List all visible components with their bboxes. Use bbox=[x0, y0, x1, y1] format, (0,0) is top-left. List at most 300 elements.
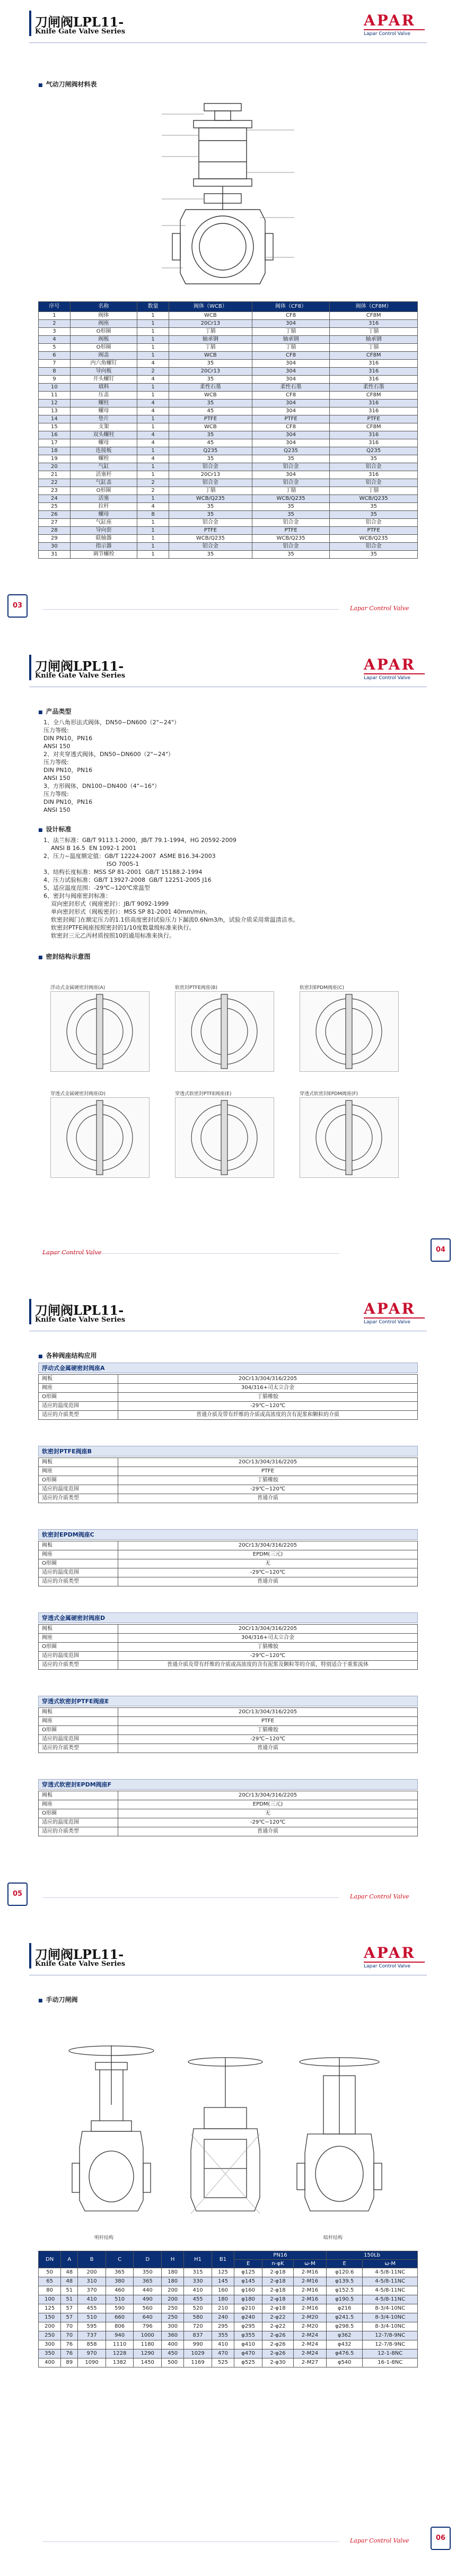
table-cell: 11 bbox=[39, 392, 71, 400]
table-cell: 2-φ26 bbox=[262, 2331, 294, 2340]
section-view-drawing bbox=[180, 2054, 270, 2219]
application-table-title: 软密封PTFE阀座B bbox=[38, 1446, 418, 1456]
design-line: 软密封三元乙丙材质按照10的通用标准来执行。 bbox=[43, 932, 175, 939]
table-cell: 1 bbox=[137, 344, 169, 352]
table-cell: PTFE bbox=[169, 527, 252, 535]
table-cell: φ139.5 bbox=[326, 2277, 362, 2286]
page-number: 05 bbox=[7, 1883, 28, 1906]
table-cell: 200 bbox=[161, 2286, 183, 2295]
table-cell: φ120.6 bbox=[326, 2268, 362, 2277]
table-cell: 250 bbox=[161, 2304, 183, 2313]
design-line: 6、密封与阀座密封标准： bbox=[43, 892, 111, 899]
table-row bbox=[39, 543, 418, 551]
table-cell: 640 bbox=[134, 2313, 162, 2322]
table-cell: 19 bbox=[39, 455, 71, 463]
page-1 bbox=[0, 0, 456, 644]
table-cell: 35 bbox=[169, 511, 252, 519]
table-cell: 丁腈 bbox=[252, 487, 330, 495]
row-value: 丁腈橡胶 bbox=[118, 1476, 418, 1485]
table-cell: 4-5/8-11NC bbox=[363, 2295, 418, 2304]
table-header-cell: H1 bbox=[184, 2251, 212, 2268]
table-cell: CF8M bbox=[330, 312, 418, 320]
table-cell: 轴承钢 bbox=[252, 336, 330, 344]
product-line: DIN PN10，PN16 bbox=[43, 799, 93, 805]
table-row bbox=[39, 1809, 418, 1818]
table-cell: 活塞 bbox=[70, 495, 137, 503]
table-cell: 510 bbox=[106, 2295, 134, 2304]
table-cell: 350 bbox=[134, 2268, 162, 2277]
table-cell: 455 bbox=[78, 2304, 106, 2313]
table-cell: 1 bbox=[137, 535, 169, 543]
table-header-cell: H bbox=[161, 2251, 183, 2268]
row-value: 304/316+司太立合金 bbox=[118, 1384, 418, 1393]
row-label: 适应的温度范围 bbox=[39, 1735, 118, 1744]
table-cell: 316 bbox=[330, 320, 418, 328]
table-cell: 35 bbox=[330, 455, 418, 463]
design-line: 软密封阀门在额定压力的1.1倍高度密封试验压力下漏流0.6Nm3/h，试验介质采用常温清洁水。 bbox=[43, 916, 299, 923]
row-value: EPDM(三元) bbox=[118, 1800, 418, 1809]
table-cell: 16-1-8NC bbox=[363, 2358, 418, 2367]
row-label: O形圈 bbox=[39, 1393, 118, 1402]
table-cell: 丁腈 bbox=[252, 344, 330, 352]
table-cell: 拉杆 bbox=[70, 503, 137, 511]
table-row bbox=[39, 479, 418, 487]
table-cell: 510 bbox=[78, 2313, 106, 2322]
group-header-pn: PN16 bbox=[234, 2251, 327, 2260]
table-cell: O形圈 bbox=[70, 487, 137, 495]
table-cell: 520 bbox=[184, 2304, 212, 2313]
application-table bbox=[38, 1374, 418, 1420]
table-cell: 35 bbox=[252, 551, 330, 559]
table-cell: 铝合金 bbox=[169, 519, 252, 527]
row-value: 20Cr13/304/316/2205 bbox=[118, 1708, 418, 1717]
table-cell: 丁腈 bbox=[169, 328, 252, 336]
table-cell: 8-3/4-10NC bbox=[363, 2304, 418, 2313]
product-line: 压力等级: bbox=[43, 727, 69, 734]
table-cell: 1029 bbox=[184, 2349, 212, 2358]
table-row bbox=[39, 2358, 418, 2367]
row-label: 阀座 bbox=[39, 1634, 118, 1643]
row-label: 适应的介质类型 bbox=[39, 1744, 118, 1753]
table-cell: 15 bbox=[39, 423, 71, 431]
row-value: EPDM(三元) bbox=[118, 1550, 418, 1559]
row-value: -29℃~120℃ bbox=[118, 1818, 418, 1827]
seal-diagram bbox=[50, 991, 150, 1072]
table-cell: 丁腈 bbox=[169, 344, 252, 352]
table-cell: CF8M bbox=[330, 392, 418, 400]
product-line: ANSI 150 bbox=[43, 775, 71, 782]
row-value: -29℃~120℃ bbox=[118, 1485, 418, 1494]
product-line: 3、方形阀体，DN100~DN400（4"~16"） bbox=[43, 783, 160, 790]
table-cell: 316 bbox=[330, 368, 418, 376]
table-cell: φ180 bbox=[234, 2295, 262, 2304]
table-cell: 8 bbox=[137, 511, 169, 519]
row-label: O形圈 bbox=[39, 1726, 118, 1735]
table-cell: 57 bbox=[61, 2313, 78, 2322]
table-row bbox=[39, 463, 418, 471]
table-cell: 365 bbox=[106, 2268, 134, 2277]
row-label: 阀板 bbox=[39, 1708, 118, 1717]
table-header-cell: A bbox=[61, 2251, 78, 2268]
table-cell: 796 bbox=[134, 2322, 162, 2331]
table-cell: 1090 bbox=[78, 2358, 106, 2367]
product-line: ANSI 150 bbox=[43, 743, 71, 750]
table-row bbox=[39, 2295, 418, 2304]
table-cell: 2-M16 bbox=[293, 2295, 326, 2304]
table-cell: 316 bbox=[330, 376, 418, 384]
row-label: 阀座 bbox=[39, 1800, 118, 1809]
seal-diagram-caption: 穿透式软密封PTFE阀座(E) bbox=[175, 1091, 232, 1097]
table-row bbox=[39, 2304, 418, 2313]
table-cell: 调节螺栓 bbox=[70, 551, 137, 559]
table-cell: WCB/Q235 bbox=[169, 495, 252, 503]
table-row bbox=[39, 1411, 418, 1420]
table-cell: 35 bbox=[169, 400, 252, 407]
table-cell: 200 bbox=[78, 2268, 106, 2277]
table-cell: 48 bbox=[61, 2268, 78, 2277]
table-cell: 45 bbox=[169, 407, 252, 415]
table-row bbox=[39, 1791, 418, 1800]
table-row bbox=[39, 1559, 418, 1568]
table-cell: 28 bbox=[39, 527, 71, 535]
table-cell: 4 bbox=[137, 439, 169, 447]
table-cell: WCB/Q235 bbox=[169, 535, 252, 543]
table-cell: 柔性石墨 bbox=[330, 384, 418, 392]
table-cell: 300 bbox=[161, 2322, 183, 2331]
table-cell: 20Cr13 bbox=[169, 320, 252, 328]
row-value: 普通介质及带有纤维的介质或高浓度的含有泥浆及颗粒等的介质，特别适合于重浆流体 bbox=[118, 1661, 418, 1670]
table-row bbox=[39, 1652, 418, 1661]
table-row bbox=[39, 527, 418, 535]
row-value: PTFE bbox=[118, 1467, 418, 1476]
table-cell: 180 bbox=[212, 2295, 234, 2304]
footer-brand: Lapar Control Valve bbox=[42, 1249, 102, 1256]
table-cell: 1 bbox=[137, 328, 169, 336]
page-number: 03 bbox=[7, 594, 28, 618]
table-cell: φ152.5 bbox=[326, 2286, 362, 2295]
row-label: 适应的温度范围 bbox=[39, 1485, 118, 1494]
row-label: 阀座 bbox=[39, 1717, 118, 1726]
row-label: O形圈 bbox=[39, 1643, 118, 1652]
table-cell: 125 bbox=[39, 2304, 61, 2313]
table-header-cell: E bbox=[326, 2260, 362, 2268]
table-cell: 12 bbox=[39, 400, 71, 407]
table-cell: 1 bbox=[137, 519, 169, 527]
application-table-title: 软密封EPDM阀座C bbox=[38, 1529, 418, 1540]
table-cell: 400 bbox=[161, 2340, 183, 2349]
table-cell: 4 bbox=[137, 360, 169, 368]
table-cell: 470 bbox=[212, 2349, 234, 2358]
table-cell: 180 bbox=[161, 2268, 183, 2277]
table-cell: 315 bbox=[184, 2268, 212, 2277]
table-cell: PTFE bbox=[330, 415, 418, 423]
table-cell: CF8M bbox=[330, 423, 418, 431]
table-cell: 1 bbox=[137, 495, 169, 503]
table-cell: 1 bbox=[137, 471, 169, 479]
table-row bbox=[39, 407, 418, 415]
table-cell: 1 bbox=[137, 527, 169, 535]
table-row bbox=[39, 376, 418, 384]
table-cell: 17 bbox=[39, 439, 71, 447]
table-cell: 16 bbox=[39, 431, 71, 439]
table-cell: φ125 bbox=[234, 2268, 262, 2277]
product-line: 压力等级: bbox=[43, 791, 69, 797]
table-row bbox=[39, 519, 418, 527]
row-label: 阀座 bbox=[39, 1384, 118, 1393]
design-line: 3、结构长度标准：MSS SP 81-2001 GB/T 15188.2-1994 bbox=[43, 869, 203, 875]
table-cell: 1 bbox=[137, 415, 169, 423]
table-cell: 2-φ18 bbox=[262, 2277, 294, 2286]
table-header-cell: n-φK bbox=[262, 2260, 294, 2268]
table-cell: 7 bbox=[39, 360, 71, 368]
table-cell: 304 bbox=[252, 407, 330, 415]
table-cell: PTFE bbox=[252, 527, 330, 535]
seal-diagram bbox=[175, 1097, 274, 1178]
table-cell: 支架 bbox=[70, 423, 137, 431]
header-bar bbox=[29, 11, 31, 36]
table-cell: 29 bbox=[39, 535, 71, 543]
table-row bbox=[39, 1634, 418, 1643]
table-cell: φ210 bbox=[234, 2304, 262, 2313]
table-header-cell: D bbox=[134, 2251, 162, 2268]
row-value: 20Cr13/304/316/2205 bbox=[118, 1791, 418, 1800]
row-value: 20Cr13/304/316/2205 bbox=[118, 1625, 418, 1634]
section-products: ■ 产品类型 bbox=[38, 707, 72, 716]
table-cell: 铝合金 bbox=[252, 463, 330, 471]
application-table bbox=[38, 1541, 418, 1586]
application-table bbox=[38, 1791, 418, 1836]
table-row bbox=[39, 1375, 418, 1384]
design-line: 单向密封形式（阀板密封）：MSS SP 81-2001 40mm/min。 bbox=[43, 908, 211, 915]
dimension-table bbox=[38, 2251, 418, 2367]
application-table-title: 浮动式金属硬密封阀座A bbox=[38, 1363, 418, 1373]
table-cell: 100 bbox=[39, 2295, 61, 2304]
table-cell: 720 bbox=[184, 2322, 212, 2331]
table-cell: 2-φ26 bbox=[262, 2349, 294, 2358]
row-value: 无 bbox=[118, 1809, 418, 1818]
table-cell: 螺母 bbox=[70, 439, 137, 447]
table-cell: 4 bbox=[137, 431, 169, 439]
row-label: 适应的温度范围 bbox=[39, 1402, 118, 1411]
table-row bbox=[39, 2286, 418, 2295]
row-value: -29℃~120℃ bbox=[118, 1568, 418, 1577]
table-cell: 1 bbox=[137, 336, 169, 344]
table-cell: 20Cr13 bbox=[169, 471, 252, 479]
row-value: PTFE bbox=[118, 1717, 418, 1726]
table-cell: 240 bbox=[212, 2313, 234, 2322]
table-cell: 开头螺钉 bbox=[70, 376, 137, 384]
apar-logo: APAR Lapar Control Valve bbox=[364, 656, 425, 680]
table-cell: 压盖 bbox=[70, 392, 137, 400]
table-cell: 2-φ26 bbox=[262, 2340, 294, 2349]
table-row bbox=[39, 336, 418, 344]
row-label: 适应的温度范围 bbox=[39, 1652, 118, 1661]
row-value: 304/316+司太立合金 bbox=[118, 1634, 418, 1643]
table-cell: 35 bbox=[169, 431, 252, 439]
table-cell: 20Cr13 bbox=[169, 368, 252, 376]
design-line: 2、压力~温度额定值：GB/T 12224-2007 ASME B16.34-2003 bbox=[43, 853, 216, 860]
table-cell: 螺栓 bbox=[70, 455, 137, 463]
table-cell: 590 bbox=[106, 2304, 134, 2313]
table-cell: 70 bbox=[61, 2331, 78, 2340]
table-cell: 1000 bbox=[134, 2331, 162, 2340]
table-cell: 76 bbox=[61, 2349, 78, 2358]
table-cell: 125 bbox=[212, 2268, 234, 2277]
design-standards bbox=[43, 836, 299, 940]
table-cell: 30 bbox=[39, 543, 71, 551]
table-cell: 35 bbox=[169, 503, 252, 511]
table-cell: 阀座 bbox=[70, 320, 137, 328]
table-header-cell: 名称 bbox=[70, 302, 137, 312]
product-line: 压力等级: bbox=[43, 759, 69, 766]
table-cell: 50 bbox=[39, 2268, 61, 2277]
table-cell: 160 bbox=[212, 2286, 234, 2295]
table-cell: 12-1-8NC bbox=[363, 2349, 418, 2358]
table-cell: 26 bbox=[39, 511, 71, 519]
table-cell: 2-M20 bbox=[293, 2313, 326, 2322]
table-cell: 76 bbox=[61, 2340, 78, 2349]
page-title: 刀闸阀LPL11- bbox=[35, 14, 124, 30]
table-cell: WCB bbox=[169, 312, 252, 320]
table-cell: 355 bbox=[212, 2331, 234, 2340]
row-label: 适应的介质类型 bbox=[39, 1494, 118, 1503]
table-cell: φ540 bbox=[326, 2358, 362, 2367]
table-cell: 304 bbox=[252, 320, 330, 328]
table-cell: 1 bbox=[137, 423, 169, 431]
table-cell: 4 bbox=[137, 407, 169, 415]
table-cell: 304 bbox=[252, 431, 330, 439]
table-cell: 2-φ22 bbox=[262, 2322, 294, 2331]
product-types bbox=[43, 718, 180, 814]
table-cell: 365 bbox=[134, 2277, 162, 2286]
table-cell: 316 bbox=[330, 471, 418, 479]
seal-diagram-caption: 软密封EPDM阀座(C) bbox=[300, 985, 345, 991]
table-row bbox=[39, 1661, 418, 1670]
table-cell: 31 bbox=[39, 551, 71, 559]
table-cell: 铝合金 bbox=[169, 479, 252, 487]
table-cell: φ362 bbox=[326, 2331, 362, 2340]
table-cell: WCB bbox=[169, 423, 252, 431]
table-row bbox=[39, 551, 418, 559]
table-cell: 89 bbox=[61, 2358, 78, 2367]
table-cell: 35 bbox=[169, 376, 252, 384]
application-table bbox=[38, 1707, 418, 1753]
page-title: 刀闸阀LPL11- bbox=[35, 1947, 124, 1962]
table-cell: O形圈 bbox=[70, 344, 137, 352]
table-row bbox=[39, 360, 418, 368]
table-cell: φ295 bbox=[234, 2322, 262, 2331]
table-row bbox=[39, 1717, 418, 1726]
table-cell: 螺柱 bbox=[70, 400, 137, 407]
table-cell: 1110 bbox=[106, 2340, 134, 2349]
table-row bbox=[39, 503, 418, 511]
table-cell: 304 bbox=[252, 471, 330, 479]
table-cell: 1169 bbox=[184, 2358, 212, 2367]
table-cell: 525 bbox=[212, 2358, 234, 2367]
table-cell: 铝合金 bbox=[169, 543, 252, 551]
table-row bbox=[39, 1827, 418, 1836]
table-cell: 360 bbox=[161, 2331, 183, 2340]
seal-diagram bbox=[300, 1097, 399, 1178]
table-cell: 螺母 bbox=[70, 511, 137, 519]
table-header-cell: 数量 bbox=[137, 302, 169, 312]
table-cell: φ298.5 bbox=[326, 2322, 362, 2331]
table-cell: 轴承钢 bbox=[330, 336, 418, 344]
row-label: 适应的介质类型 bbox=[39, 1577, 118, 1586]
table-row bbox=[39, 1800, 418, 1809]
table-cell: PTFE bbox=[252, 415, 330, 423]
row-value: -29℃~120℃ bbox=[118, 1652, 418, 1661]
table-row bbox=[39, 328, 418, 336]
table-row bbox=[39, 439, 418, 447]
row-label: 阀板 bbox=[39, 1375, 118, 1384]
table-cell: 铝合金 bbox=[252, 479, 330, 487]
table-row bbox=[39, 431, 418, 439]
table-cell: 370 bbox=[78, 2286, 106, 2295]
table-cell: WCB/Q235 bbox=[252, 535, 330, 543]
table-cell: 580 bbox=[184, 2313, 212, 2322]
design-line: 1、法兰标准：GB/T 9113.1-2000，JB/T 79.1-1994，HG 20592-2009 bbox=[43, 837, 236, 844]
row-value: 丁腈橡胶 bbox=[118, 1726, 418, 1735]
table-cell: 410 bbox=[184, 2286, 212, 2295]
table-cell: 310 bbox=[78, 2277, 106, 2286]
table-cell: 80 bbox=[39, 2286, 61, 2295]
table-cell: 737 bbox=[78, 2331, 106, 2340]
table-cell: 4-5/8-11NC bbox=[363, 2268, 418, 2277]
table-cell: 9 bbox=[39, 376, 71, 384]
table-cell: Q235 bbox=[252, 447, 330, 455]
table-row bbox=[39, 423, 418, 431]
table-cell: Q235 bbox=[169, 447, 252, 455]
table-row bbox=[39, 471, 418, 479]
table-cell: 5 bbox=[39, 344, 71, 352]
row-label: 适应的温度范围 bbox=[39, 1568, 118, 1577]
table-cell: 4 bbox=[137, 400, 169, 407]
table-cell: 1 bbox=[137, 384, 169, 392]
row-label: 阀板 bbox=[39, 1541, 118, 1550]
table-cell: 丁腈 bbox=[330, 328, 418, 336]
page-subtitle: Knife Gate Valve Series bbox=[35, 672, 126, 680]
row-label: O形圈 bbox=[39, 1809, 118, 1818]
table-cell: WCB/Q235 bbox=[330, 495, 418, 503]
table-header-cell: 阀体（WCB） bbox=[169, 302, 252, 312]
table-cell: 导向套 bbox=[70, 527, 137, 535]
table-cell: 12-7/8-9NC bbox=[363, 2340, 418, 2349]
table-cell: 200 bbox=[161, 2295, 183, 2304]
page-subtitle: Knife Gate Valve Series bbox=[35, 28, 126, 36]
table-cell: 2-M16 bbox=[293, 2268, 326, 2277]
page-title: 刀闸阀LPL11- bbox=[35, 1303, 124, 1318]
rising-stem-drawing bbox=[58, 2041, 164, 2222]
table-cell: 铝合金 bbox=[252, 543, 330, 551]
table-cell: 2-φ18 bbox=[262, 2295, 294, 2304]
table-cell: 2-M16 bbox=[293, 2304, 326, 2313]
row-label: 适应的介质类型 bbox=[39, 1827, 118, 1836]
table-cell: 柔性石墨 bbox=[169, 384, 252, 392]
table-cell: 丁腈 bbox=[330, 487, 418, 495]
table-cell: 35 bbox=[169, 551, 252, 559]
seal-diagram bbox=[300, 991, 399, 1072]
table-cell: 14 bbox=[39, 415, 71, 423]
table-header-cell: C bbox=[106, 2251, 134, 2268]
product-line: DIN PN10，PN16 bbox=[43, 767, 93, 774]
table-cell: 铝合金 bbox=[330, 479, 418, 487]
table-cell: 450 bbox=[161, 2349, 183, 2358]
material-table bbox=[38, 301, 418, 559]
table-cell: 填料 bbox=[70, 384, 137, 392]
row-label: 适应的介质类型 bbox=[39, 1661, 118, 1670]
table-cell: 4-5/8-11NC bbox=[363, 2286, 418, 2295]
